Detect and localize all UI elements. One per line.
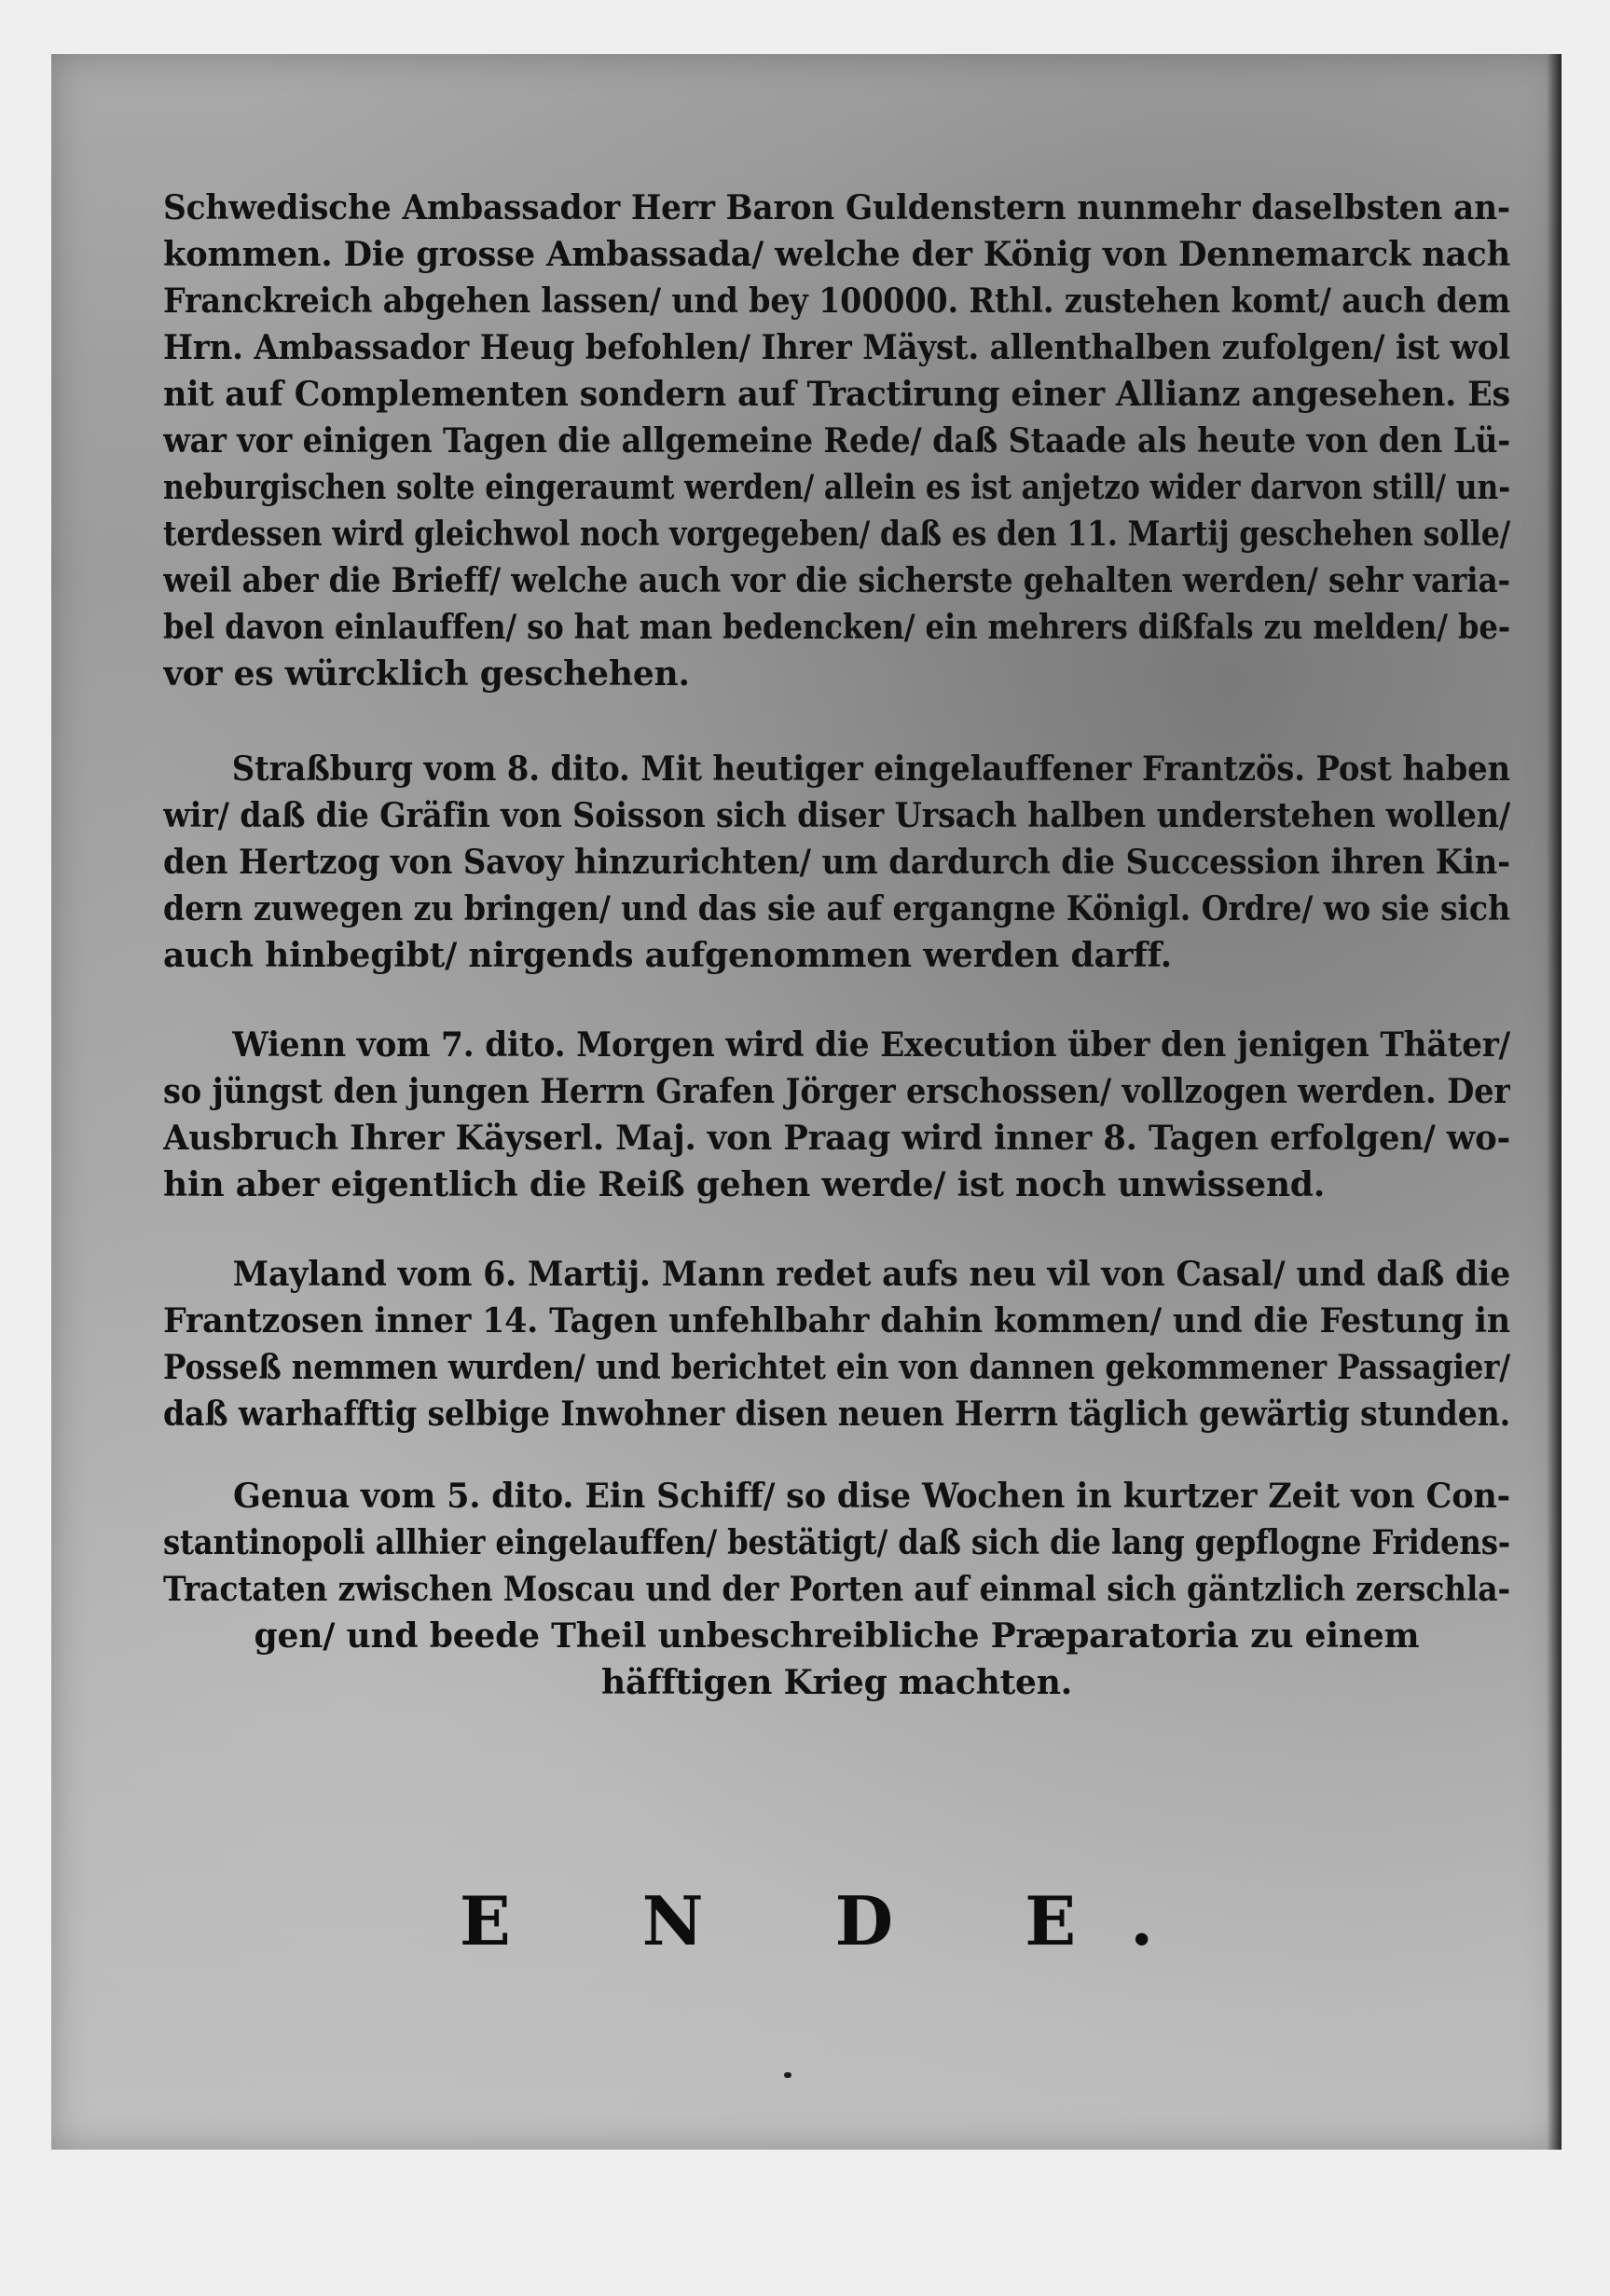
- text-line: neburgischen solte eingeraumt werden/ allein es ist anjetzo wider darvon still/ un-: [163, 468, 1510, 507]
- ende-closing: E N D E.: [459, 1881, 1208, 1960]
- text-line: so jüngst den jungen Herrn Grafen Jörger erschossen/ vollzogen werden. Der: [163, 1072, 1510, 1111]
- text-line-centered: gen/ und beede Theil unbeschreibliche Præparatoria zu einem: [254, 1616, 1420, 1656]
- text-line: war vor einigen Tagen die allgemeine Rede/ daß Staade als heute von den Lü-: [163, 421, 1510, 461]
- paragraph-strassburg: [163, 746, 1510, 979]
- page-edge-shadow: [1547, 54, 1562, 2150]
- text-line: weil aber die Brieff/ welche auch vor die sicherste gehalten werden/ sehr varia-: [163, 561, 1510, 600]
- text-line: auch hinbegibt/ nirgends aufgenommen werden darff.: [163, 936, 1172, 975]
- text-line: Mayland vom 6. Martij. Mann redet aufs neu vil von Casal/ und daß die: [232, 1255, 1510, 1294]
- text-line-centered: häfftigen Krieg machten.: [600, 1663, 1073, 1702]
- text-line: daß warhafftig selbige Inwohner disen neuen Herrn täglich gewärtig stunden.: [163, 1395, 1510, 1434]
- paragraph-mayland: [163, 1251, 1510, 1437]
- text-line: terdessen wird gleichwol noch vorgegeben/ daß es den 11. Martij geschehen solle/: [163, 515, 1510, 554]
- ink-speck: [784, 2072, 791, 2078]
- text-line: Franckreich abgehen lassen/ und bey 100000. Rthl. zustehen komt/ auch dem: [163, 282, 1510, 321]
- scanned-page: [51, 54, 1562, 2150]
- document-body: [163, 185, 1510, 1706]
- text-line: Tractaten zwischen Moscau und der Porten auf einmal sich gäntzlich zerschla-: [163, 1570, 1510, 1609]
- text-line: Ausbruch Ihrer Käyserl. Maj. von Praag wird inner 8. Tagen erfolgen/ wo-: [163, 1119, 1510, 1158]
- text-line: hin aber eigentlich die Reiß gehen werde/ ist noch unwissend.: [163, 1165, 1326, 1204]
- text-line: vor es würcklich geschehen.: [163, 654, 690, 694]
- text-line: Genua vom 5. dito. Ein Schiff/ so dise Wochen in kurtzer Zeit von Con-: [232, 1477, 1510, 1516]
- text-line: Frantzosen inner 14. Tagen unfehlbahr dahin kommen/ und die Festung in: [163, 1301, 1510, 1340]
- text-line: kommen. Die grosse Ambassada/ welche der König von Dennemarck nach: [163, 235, 1510, 274]
- text-line: wir/ daß die Gräfin von Soisson sich diser Ursach halben understehen wollen/: [163, 796, 1510, 835]
- paragraph-genua: [163, 1473, 1510, 1706]
- text-line: Straßburg vom 8. dito. Mit heutiger eingelauffener Frantzös. Post haben: [231, 749, 1510, 789]
- text-line: stantinopoli allhier eingelauffen/ bestätigt/ daß sich die lang gepflogne Fridens-: [163, 1523, 1510, 1562]
- text-line: Schwedische Ambassador Herr Baron Guldenstern nunmehr daselbsten an-: [163, 188, 1510, 227]
- text-line: Hrn. Ambassador Heug befohlen/ Ihrer Mäyst. allenthalben zufolgen/ ist wol: [163, 328, 1510, 367]
- text-line: den Hertzog von Savoy hinzurichten/ um dardurch die Succession ihren Kin-: [163, 843, 1510, 882]
- text-line: nit auf Complementen sondern auf Tractirung einer Allianz angesehen. Es: [163, 375, 1510, 414]
- text-line: dern zuwegen zu bringen/ und das sie auf ergangne Königl. Ordre/ wo sie sich: [163, 889, 1510, 928]
- text-line: Posseß nemmen wurden/ und berichtet ein von dannen gekommener Passagier/: [163, 1348, 1510, 1387]
- text-line: bel davon einlauffen/ so hat man bedencken/ ein mehrers dißfals zu melden/ be-: [163, 608, 1510, 647]
- text-line: Wienn vom 7. dito. Morgen wird die Execution über den jenigen Thäter/: [232, 1025, 1510, 1065]
- paragraph-dennemarck: [163, 185, 1510, 697]
- paragraph-wienn: [163, 1022, 1510, 1208]
